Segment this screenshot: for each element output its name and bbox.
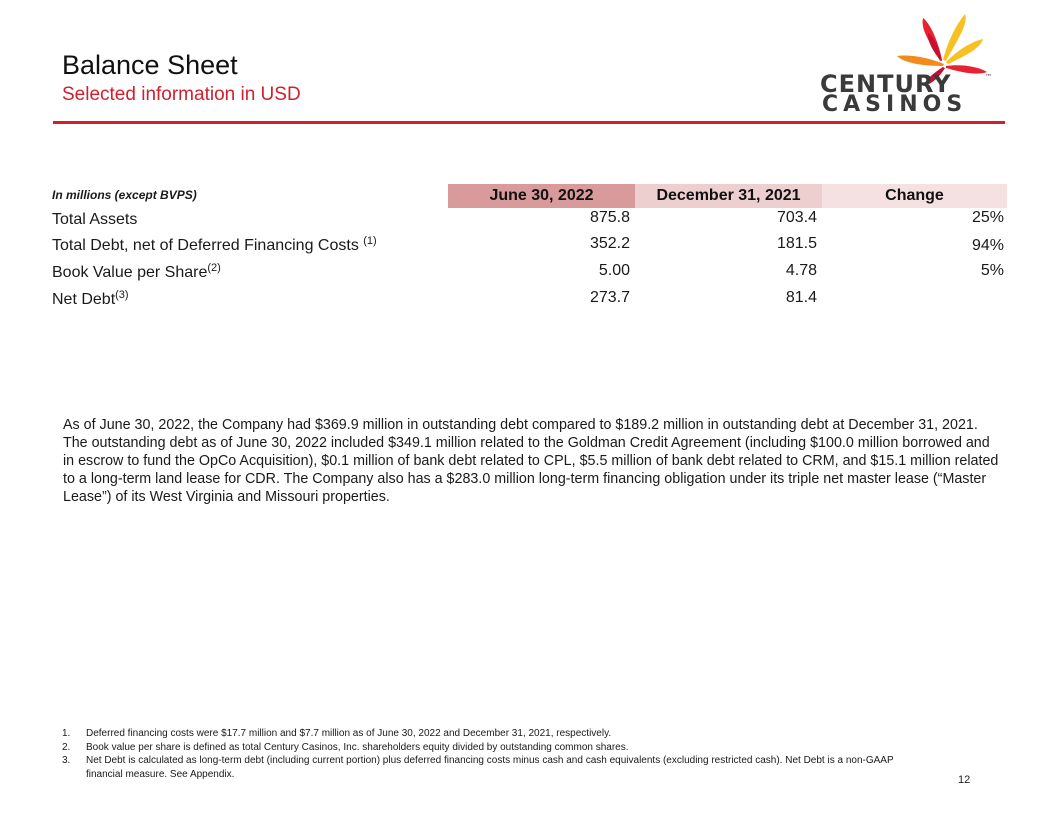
debt-summary-paragraph: As of June 30, 2022, the Company had $369.9 million in outstanding debt compared to $189.2 million in outstanding debt at December 31, 2021. The outstanding debt as of June 30, 2022 included $349.1 million related to the Goldman Credit Agreement (including $100.0 million borrowed and in escrow to fund the OpCo Acquisition), $0.1 million of bank debt related to CPL, $5.5 million of bank debt related to CRM, and $15.1 million related to a long-term land lease for CDR. The Company also has a $283.0 million long-term financing obligation under its triple net master lease (“Master Lease”) of its West Virginia and Missouri properties. — [63, 417, 999, 505]
value-change: 5% — [980, 262, 1004, 279]
column-header-june-2022: June 30, 2022 — [448, 184, 635, 208]
footnotes — [62, 727, 902, 781]
value-june-2022: 352.2 — [589, 235, 630, 252]
value-june-2022: 5.00 — [598, 262, 630, 279]
footnote-2: 2. Book value per share is defined as total Century Casinos, Inc. shareholders equity divided by outstanding common shares. — [62, 741, 629, 753]
value-june-2022: 875.8 — [589, 209, 630, 226]
logo-tm: ™ — [985, 73, 992, 81]
value-dec-2021: 181.5 — [776, 235, 817, 252]
value-dec-2021: 4.78 — [785, 262, 817, 279]
value-change: 25% — [971, 209, 1004, 226]
table-row-total-debt — [52, 235, 1007, 261]
century-casinos-logo — [815, 6, 1010, 116]
row-label: Total Debt, net of Deferred Financing Costs $^{(1)}$ — [52, 235, 377, 254]
units-note: In millions (except BVPS) — [52, 188, 197, 202]
value-change: 94% — [971, 237, 1004, 254]
value-dec-2021: 81.4 — [785, 289, 817, 306]
table-row-total-assets — [52, 209, 1007, 235]
row-label: Net Debt$^{(3)}$ — [52, 289, 129, 308]
page-number: 12 — [958, 774, 971, 786]
table-row-book-value — [52, 262, 1007, 288]
value-dec-2021: 703.4 — [776, 209, 817, 226]
logo-line2: CASINOS — [822, 92, 968, 116]
column-header-change: Change — [822, 184, 1007, 208]
page-title: Balance Sheet — [62, 50, 238, 80]
value-june-2022: 273.7 — [589, 289, 630, 306]
table-row-net-debt — [52, 289, 1007, 315]
row-label: Book Value per Share$^{(2)}$ — [52, 262, 221, 281]
page-subtitle: Selected information in USD — [62, 84, 301, 105]
footnote-1: 1. Deferred financing costs were $17.7 million and $7.7 million as of June 30, 2022 and December 31, 2021, respectively. — [62, 728, 612, 739]
header-divider — [53, 121, 1005, 124]
footnote-3: 3. Net Debt is calculated as long-term debt (including current portion) plus deferred financing costs minus cash and cash equivalents (excluding restricted cash). Net Debt is a non-GAAP financial measure. See Appendix. — [62, 755, 894, 780]
row-label: Total Assets — [52, 211, 138, 228]
column-header-dec-2021: December 31, 2021 — [635, 184, 822, 208]
logo-line1: CENTURY — [820, 70, 952, 98]
